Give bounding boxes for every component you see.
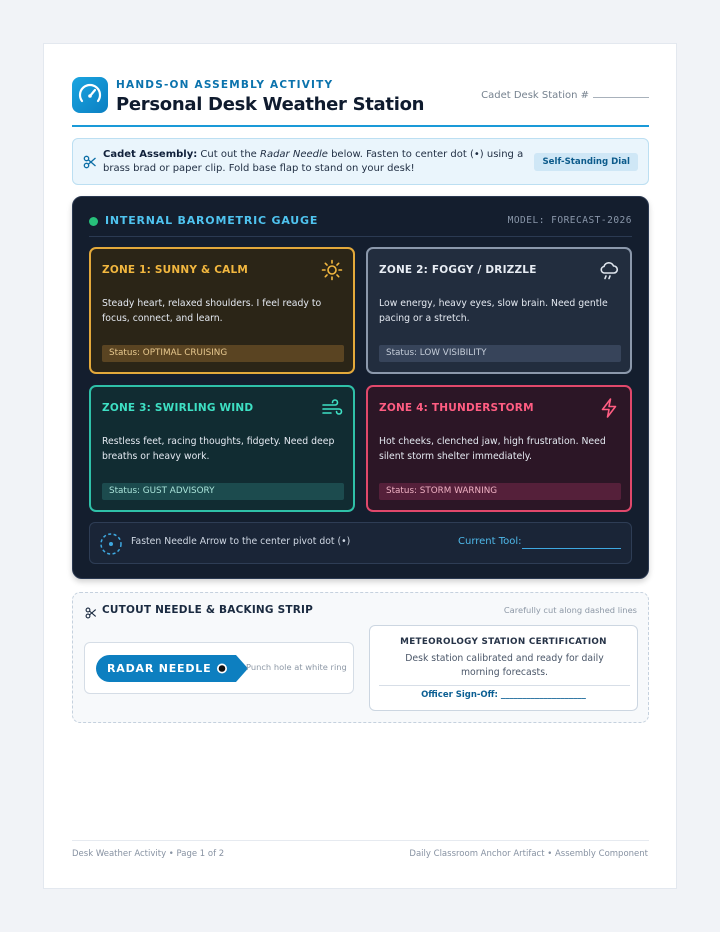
zone-status: Status: OPTIMAL CRUISING	[102, 345, 344, 362]
current-tool-label: Current Tool:	[458, 536, 522, 547]
assembly-text-2: below. Fasten to center dot (•) using a brass brad or paper clip. Fold base flap to stand on your desk!	[103, 149, 524, 174]
wind-icon	[321, 397, 343, 419]
assembly-text-1: Cut out the	[197, 149, 260, 160]
station-label: Cadet Desk Station #	[481, 90, 589, 101]
assembly-instructions	[103, 148, 533, 176]
lightning-icon	[598, 397, 620, 419]
cloud-drizzle-icon	[598, 259, 620, 281]
radar-needle[interactable]	[96, 655, 236, 682]
zone-description: Low energy, heavy eyes, slow brain. Need gentle pacing or a stretch.	[379, 298, 608, 324]
assembly-banner	[72, 138, 649, 185]
zone-card-thunderstorm	[366, 385, 632, 512]
scissors-icon	[85, 604, 97, 623]
zone-title: ZONE 3: SWIRLING WIND	[102, 402, 254, 414]
footer-divider	[72, 840, 649, 841]
certification-card	[369, 625, 638, 711]
zone-card-sunny	[89, 247, 355, 374]
current-tool-blank[interactable]	[522, 548, 621, 549]
fasten-strip	[89, 522, 632, 564]
cert-divider	[379, 685, 630, 686]
zone-title: ZONE 2: FOGGY / DRIZZLE	[379, 264, 537, 276]
model-label: MODEL: FORECAST-2026	[507, 215, 632, 226]
sun-icon	[321, 259, 343, 281]
zone-title: ZONE 4: THUNDERSTORM	[379, 402, 534, 414]
fasten-instruction: Fasten Needle Arrow to the center pivot dot (•)	[131, 536, 351, 547]
worksheet-page	[43, 43, 677, 889]
cert-title: METEOROLOGY STATION CERTIFICATION	[400, 637, 607, 647]
needle-card	[84, 642, 354, 694]
gauge-divider	[89, 236, 632, 237]
assembly-emphasis: Radar Needle	[260, 149, 328, 160]
zone-description: Steady heart, relaxed shoulders. I feel ready to focus, connect, and learn.	[102, 298, 322, 324]
station-field[interactable]	[481, 88, 649, 101]
scissors-icon	[83, 154, 97, 173]
header	[72, 77, 649, 127]
dial-badge: Self-Standing Dial	[534, 153, 638, 171]
gauge-header	[89, 212, 632, 232]
zone-card-wind	[89, 385, 355, 512]
gauge-title: INTERNAL BAROMETRIC GAUGE	[105, 214, 319, 227]
status-dot	[89, 217, 98, 226]
officer-signoff[interactable]: Officer Sign-Off: ____________________	[421, 690, 586, 700]
barometric-gauge-panel	[72, 196, 649, 579]
cutout-title: CUTOUT NEEDLE & BACKING STRIP	[102, 604, 313, 616]
cert-description: Desk station calibrated and ready for daily morning forecasts.	[405, 653, 604, 678]
zone-description: Restless feet, racing thoughts, fidgety. Need deep breaths or heavy work.	[102, 436, 335, 462]
zone-description: Hot cheeks, clenched jaw, high frustration. Need silent storm shelter immediately.	[379, 436, 606, 462]
pivot-dot-icon	[99, 532, 123, 556]
zone-card-foggy	[366, 247, 632, 374]
header-divider	[72, 125, 649, 127]
cutout-section	[72, 592, 649, 723]
zone-status: Status: GUST ADVISORY	[102, 483, 344, 500]
footer-right: Daily Classroom Anchor Artifact • Assembly Component	[409, 849, 648, 859]
zone-status: Status: LOW VISIBILITY	[379, 345, 621, 362]
zone-status: Status: STORM WARNING	[379, 483, 621, 500]
footer-left: Desk Weather Activity • Page 1 of 2	[72, 849, 225, 859]
station-blank[interactable]	[593, 88, 649, 98]
assembly-lead: Cadet Assembly:	[103, 149, 198, 160]
zone-title: ZONE 1: SUNNY & CALM	[102, 264, 249, 276]
page-title: Personal Desk Weather Station	[116, 94, 425, 115]
cutout-hint: Carefully cut along dashed lines	[503, 605, 637, 615]
needle-hint: Punch hole at white ring	[246, 662, 347, 672]
gauge-icon	[72, 77, 108, 113]
needle-label: RADAR NEEDLE	[107, 662, 212, 675]
eyebrow-label: HANDS-ON ASSEMBLY ACTIVITY	[116, 79, 334, 91]
